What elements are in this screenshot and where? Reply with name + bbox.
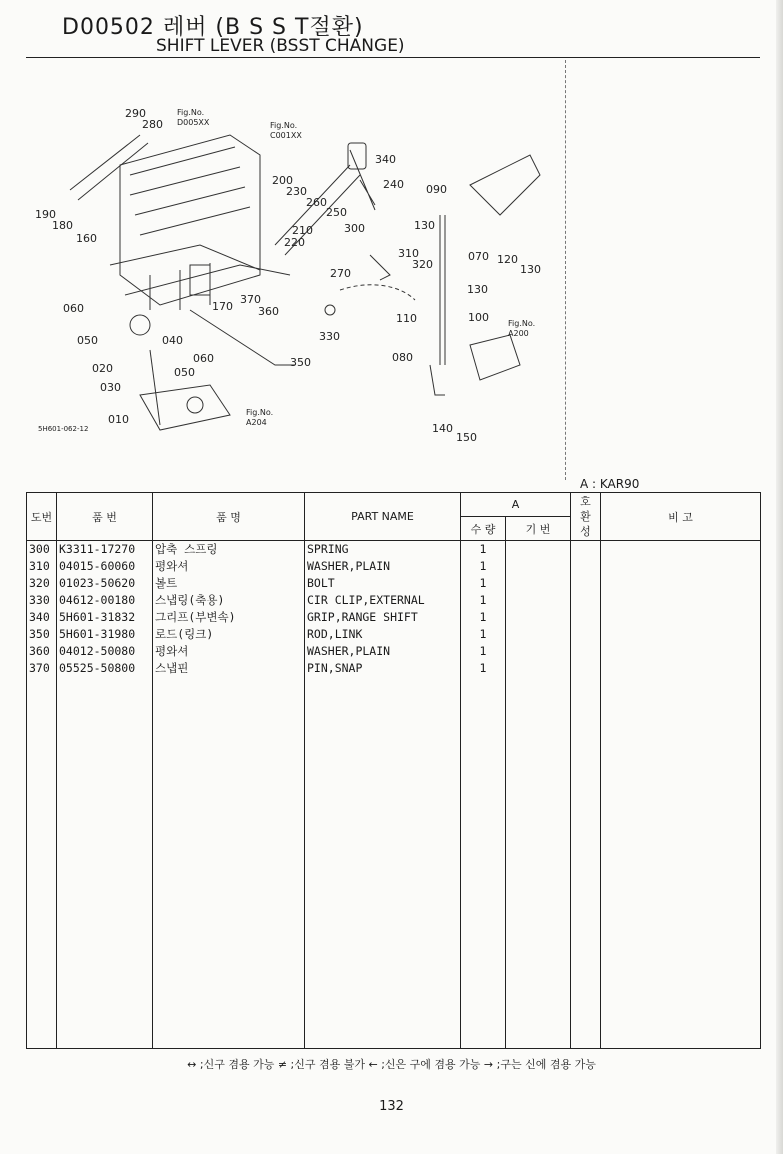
cell-old-no <box>506 609 571 626</box>
cell-old-no <box>506 660 571 677</box>
cell-remarks <box>601 592 761 609</box>
cell-part-no: 04015-60060 <box>57 558 153 575</box>
cell-name-ko: 스냅링(축용) <box>153 592 305 609</box>
cell-qty: 1 <box>461 626 506 643</box>
cell-name-ko: 로드(링크) <box>153 626 305 643</box>
ref-180: 180 <box>52 219 73 232</box>
cell-name-en: CIR CLIP,EXTERNAL <box>305 592 461 609</box>
cell-remarks <box>601 575 761 592</box>
ref-130-b: 130 <box>520 263 541 276</box>
cell-name-en: SPRING <box>305 541 461 559</box>
cell-name-en: PIN,SNAP <box>305 660 461 677</box>
cell-ref: 370 <box>27 660 57 677</box>
col-ref: 도번 <box>27 493 57 541</box>
ref-130-c: 130 <box>467 283 488 296</box>
ref-280: 280 <box>142 118 163 131</box>
cell-part-no: 5H601-31832 <box>57 609 153 626</box>
blank-cell <box>506 677 571 1049</box>
cell-qty: 1 <box>461 541 506 559</box>
cell-remarks <box>601 541 761 559</box>
cell-remarks <box>601 558 761 575</box>
ref-150: 150 <box>456 431 477 444</box>
ref-050-a: 050 <box>77 334 98 347</box>
cell-compat <box>571 575 601 592</box>
cell-name-ko: 볼트 <box>153 575 305 592</box>
page-subtitle: SHIFT LEVER (BSST CHANGE) <box>156 36 405 56</box>
cell-part-no: 05525-50800 <box>57 660 153 677</box>
col-name-en: PART NAME <box>305 493 461 541</box>
cell-compat <box>571 541 601 559</box>
cell-name-en: BOLT <box>305 575 461 592</box>
col-compat: 호 환 성 <box>571 493 601 541</box>
cell-remarks <box>601 643 761 660</box>
table-blank-area <box>27 677 761 1049</box>
cell-old-no <box>506 643 571 660</box>
figure-divider <box>565 60 566 480</box>
cell-remarks <box>601 660 761 677</box>
compatibility-legend: ↔ ;신구 겸용 가능 ≠ ;신구 겸용 불가 ← ;신은 구에 겸용 가능 → ;구는 신에 겸용 가능 <box>187 1058 596 1071</box>
ref-370: 370 <box>240 293 261 306</box>
ref-120: 120 <box>497 253 518 266</box>
cell-old-no <box>506 558 571 575</box>
cell-part-no: K3311-17270 <box>57 541 153 559</box>
table-row <box>27 626 761 643</box>
figref-code-4: A204 <box>246 418 267 427</box>
cell-old-no <box>506 592 571 609</box>
figref-label-2: Fig.No. <box>270 121 298 130</box>
table-row <box>27 541 761 559</box>
cell-qty: 1 <box>461 575 506 592</box>
cell-name-en: ROD,LINK <box>305 626 461 643</box>
ref-230: 230 <box>286 185 307 198</box>
parts-table <box>26 492 761 1049</box>
title-korean: 레버 (B S S T절환) <box>162 15 364 40</box>
ref-260: 260 <box>306 196 327 209</box>
table-row <box>27 609 761 626</box>
ref-070: 070 <box>468 250 489 263</box>
table-row <box>27 558 761 575</box>
ref-200: 200 <box>272 174 293 187</box>
ref-160: 160 <box>76 232 97 245</box>
figref-code-1: D005XX <box>177 118 210 127</box>
cell-remarks <box>601 609 761 626</box>
variant-note: A : KAR90 <box>580 477 640 491</box>
figref-code-3: A200 <box>508 329 529 338</box>
ref-320: 320 <box>412 258 433 271</box>
ref-210: 210 <box>292 224 313 237</box>
ref-010: 010 <box>108 413 129 426</box>
ref-040: 040 <box>162 334 183 347</box>
exploded-parts-diagram <box>30 95 560 455</box>
cell-compat <box>571 558 601 575</box>
ref-060-b: 060 <box>193 352 214 365</box>
cell-old-no <box>506 626 571 643</box>
cell-compat <box>571 609 601 626</box>
cell-part-no: 04012-50080 <box>57 643 153 660</box>
ref-020: 020 <box>92 362 113 375</box>
cell-old-no <box>506 541 571 559</box>
ref-300: 300 <box>344 222 365 235</box>
ref-100: 100 <box>468 311 489 324</box>
ref-080: 080 <box>392 351 413 364</box>
binding-edge <box>776 0 783 1154</box>
cell-name-ko: 스냅핀 <box>153 660 305 677</box>
cell-qty: 1 <box>461 643 506 660</box>
cell-compat <box>571 626 601 643</box>
blank-cell <box>27 677 57 1049</box>
cell-ref: 320 <box>27 575 57 592</box>
ref-310: 310 <box>398 247 419 260</box>
figref-label-3: Fig.No. <box>508 319 536 328</box>
cell-compat <box>571 660 601 677</box>
cell-part-no: 01023-50620 <box>57 575 153 592</box>
blank-cell <box>601 677 761 1049</box>
col-remarks: 비 고 <box>601 493 761 541</box>
ref-290: 290 <box>125 107 146 120</box>
cell-name-ko: 평와셔 <box>153 558 305 575</box>
blank-cell <box>571 677 601 1049</box>
ref-170: 170 <box>212 300 233 313</box>
cell-name-en: WASHER,PLAIN <box>305 558 461 575</box>
cell-ref: 300 <box>27 541 57 559</box>
cell-ref: 340 <box>27 609 57 626</box>
blank-cell <box>57 677 153 1049</box>
cell-qty: 1 <box>461 609 506 626</box>
ref-050-b: 050 <box>174 366 195 379</box>
cell-part-no: 5H601-31980 <box>57 626 153 643</box>
cell-name-ko: 그리프(부변속) <box>153 609 305 626</box>
col-name-ko: 품 명 <box>153 493 305 541</box>
cell-ref: 360 <box>27 643 57 660</box>
cell-name-ko: 평와셔 <box>153 643 305 660</box>
ref-130-a: 130 <box>414 219 435 232</box>
ref-090: 090 <box>426 183 447 196</box>
col-group-a: A <box>461 493 571 517</box>
cell-name-en: GRIP,RANGE SHIFT <box>305 609 461 626</box>
col-part-no: 품 번 <box>57 493 153 541</box>
table-row <box>27 660 761 677</box>
table-row <box>27 643 761 660</box>
ref-330: 330 <box>319 330 340 343</box>
title-rule <box>26 57 760 58</box>
cell-ref: 310 <box>27 558 57 575</box>
cell-name-en: WASHER,PLAIN <box>305 643 461 660</box>
cell-compat <box>571 643 601 660</box>
ref-250: 250 <box>326 206 347 219</box>
diagram-code: 5H601-062-12 <box>38 425 89 433</box>
cell-qty: 1 <box>461 592 506 609</box>
cell-qty: 1 <box>461 660 506 677</box>
col-qty: 수 량 <box>461 517 506 541</box>
ref-030: 030 <box>100 381 121 394</box>
table-row <box>27 575 761 592</box>
page-number: 132 <box>379 1099 404 1114</box>
figure-code: D00502 <box>62 15 155 40</box>
ref-060-a: 060 <box>63 302 84 315</box>
figref-label-1: Fig.No. <box>177 108 205 117</box>
cell-remarks <box>601 626 761 643</box>
cell-part-no: 04612-00180 <box>57 592 153 609</box>
blank-cell <box>461 677 506 1049</box>
blank-cell <box>305 677 461 1049</box>
ref-270: 270 <box>330 267 351 280</box>
col-old-no: 기 번 <box>506 517 571 541</box>
ref-340: 340 <box>375 153 396 166</box>
cell-qty: 1 <box>461 558 506 575</box>
ref-240: 240 <box>383 178 404 191</box>
ref-350: 350 <box>290 356 311 369</box>
blank-cell <box>153 677 305 1049</box>
ref-140: 140 <box>432 422 453 435</box>
ref-220: 220 <box>284 236 305 249</box>
ref-190: 190 <box>35 208 56 221</box>
table-row <box>27 592 761 609</box>
ref-110: 110 <box>396 312 417 325</box>
cell-ref: 350 <box>27 626 57 643</box>
figref-label-4: Fig.No. <box>246 408 274 417</box>
ref-360: 360 <box>258 305 279 318</box>
cell-ref: 330 <box>27 592 57 609</box>
cell-old-no <box>506 575 571 592</box>
cell-compat <box>571 592 601 609</box>
cell-name-ko: 압축 스프링 <box>153 541 305 559</box>
figref-code-2: C001XX <box>270 131 302 140</box>
